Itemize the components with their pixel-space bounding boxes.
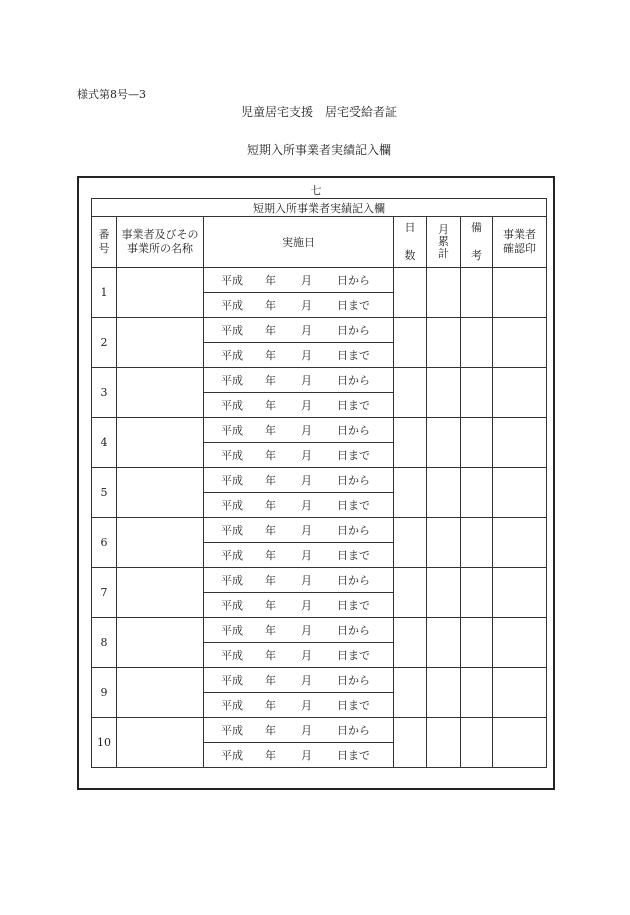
header-confirmation: 事業者 確認印 (493, 217, 547, 268)
provider-name-cell[interactable] (117, 418, 204, 468)
day-label: 日から (337, 324, 370, 337)
day-label: 日から (337, 274, 370, 287)
era-label: 平成 (221, 599, 243, 612)
era-label: 平成 (221, 274, 243, 287)
year-label: 年 (265, 374, 276, 387)
days-cell[interactable] (394, 668, 427, 718)
date-to-cell[interactable] (204, 693, 394, 718)
days-cell[interactable] (394, 618, 427, 668)
day-label: 日から (337, 524, 370, 537)
days-cell[interactable] (394, 568, 427, 618)
header-days: 日 数 (394, 217, 427, 268)
row-number: 3 (92, 368, 117, 418)
month-label: 月 (301, 574, 312, 587)
monthly-total-cell[interactable] (427, 518, 461, 568)
day-label: 日まで (337, 599, 370, 612)
date-from-cell[interactable] (204, 668, 394, 693)
monthly-total-cell[interactable] (427, 618, 461, 668)
date-to-cell[interactable] (204, 543, 394, 568)
date-from-cell[interactable] (204, 718, 394, 743)
confirmation-seal-cell[interactable] (493, 668, 547, 718)
year-label: 年 (265, 324, 276, 337)
era-label: 平成 (221, 474, 243, 487)
confirmation-seal-cell[interactable] (493, 568, 547, 618)
month-label: 月 (301, 449, 312, 462)
provider-name-cell[interactable] (117, 518, 204, 568)
day-label: 日まで (337, 749, 370, 762)
monthly-total-cell[interactable] (427, 568, 461, 618)
year-label: 年 (265, 299, 276, 312)
row-number: 2 (92, 318, 117, 368)
era-label: 平成 (221, 424, 243, 437)
day-label: 日から (337, 374, 370, 387)
era-label: 平成 (221, 349, 243, 362)
month-label: 月 (301, 299, 312, 312)
date-to-cell[interactable] (204, 743, 394, 768)
day-label: 日まで (337, 549, 370, 562)
row-number: 1 (92, 268, 117, 318)
table-row (92, 418, 547, 443)
day-label: 日まで (337, 449, 370, 462)
row-number: 10 (92, 718, 117, 768)
month-label: 月 (301, 674, 312, 687)
month-label: 月 (301, 749, 312, 762)
row-number: 6 (92, 518, 117, 568)
year-label: 年 (265, 399, 276, 412)
table-row (92, 718, 547, 743)
day-label: 日から (337, 724, 370, 737)
day-label: 日まで (337, 299, 370, 312)
era-label: 平成 (221, 449, 243, 462)
record-table (91, 198, 547, 768)
month-label: 月 (301, 624, 312, 637)
remarks-cell[interactable] (461, 468, 493, 518)
provider-name-cell[interactable] (117, 718, 204, 768)
year-label: 年 (265, 749, 276, 762)
era-label: 平成 (221, 699, 243, 712)
days-cell[interactable] (394, 318, 427, 368)
form-code: 様式第8号—3 (77, 88, 146, 101)
day-label: 日から (337, 574, 370, 587)
provider-name-cell[interactable] (117, 468, 204, 518)
provider-name-cell[interactable] (117, 368, 204, 418)
confirmation-seal-cell[interactable] (493, 318, 547, 368)
day-label: 日から (337, 474, 370, 487)
era-label: 平成 (221, 724, 243, 737)
year-label: 年 (265, 599, 276, 612)
days-cell[interactable] (394, 518, 427, 568)
year-label: 年 (265, 574, 276, 587)
day-label: 日まで (337, 399, 370, 412)
year-label: 年 (265, 449, 276, 462)
date-to-cell[interactable] (204, 643, 394, 668)
row-number: 4 (92, 418, 117, 468)
era-label: 平成 (221, 649, 243, 662)
month-label: 月 (301, 274, 312, 287)
year-label: 年 (265, 699, 276, 712)
year-label: 年 (265, 349, 276, 362)
confirmation-seal-cell[interactable] (493, 468, 547, 518)
remarks-cell[interactable] (461, 368, 493, 418)
confirmation-seal-cell[interactable] (493, 518, 547, 568)
month-label: 月 (301, 699, 312, 712)
date-to-cell[interactable] (204, 343, 394, 368)
month-label: 月 (301, 649, 312, 662)
month-label: 月 (301, 499, 312, 512)
remarks-cell[interactable] (461, 718, 493, 768)
date-to-cell[interactable] (204, 443, 394, 468)
provider-name-cell[interactable] (117, 268, 204, 318)
date-to-cell[interactable] (204, 293, 394, 318)
era-label: 平成 (221, 749, 243, 762)
remarks-cell[interactable] (461, 568, 493, 618)
date-from-cell[interactable] (204, 418, 394, 443)
date-from-cell[interactable] (204, 518, 394, 543)
date-to-cell[interactable] (204, 393, 394, 418)
frame-number: 七 (310, 184, 322, 197)
month-label: 月 (301, 424, 312, 437)
year-label: 年 (265, 524, 276, 537)
date-from-cell[interactable] (204, 268, 394, 293)
monthly-total-cell[interactable] (427, 718, 461, 768)
table-row (92, 368, 547, 393)
table-row (92, 618, 547, 643)
table-row (92, 668, 547, 693)
date-to-cell[interactable] (204, 593, 394, 618)
month-label: 月 (301, 549, 312, 562)
year-label: 年 (265, 724, 276, 737)
year-label: 年 (265, 499, 276, 512)
year-label: 年 (265, 274, 276, 287)
month-label: 月 (301, 599, 312, 612)
era-label: 平成 (221, 574, 243, 587)
month-label: 月 (301, 399, 312, 412)
confirmation-seal-cell[interactable] (493, 368, 547, 418)
confirmation-seal-cell[interactable] (493, 718, 547, 768)
remarks-cell[interactable] (461, 668, 493, 718)
record-frame (77, 176, 555, 790)
days-cell[interactable] (394, 468, 427, 518)
year-label: 年 (265, 649, 276, 662)
table-row (92, 468, 547, 493)
day-label: 日から (337, 624, 370, 637)
remarks-cell[interactable] (461, 518, 493, 568)
date-from-cell[interactable] (204, 318, 394, 343)
era-label: 平成 (221, 374, 243, 387)
table-row (92, 318, 547, 343)
era-label: 平成 (221, 549, 243, 562)
era-label: 平成 (221, 399, 243, 412)
table-row (92, 268, 547, 293)
section-title: 短期入所事業者実績記入欄 (246, 143, 391, 157)
provider-name-cell[interactable] (117, 318, 204, 368)
provider-name-cell[interactable] (117, 618, 204, 668)
monthly-total-cell[interactable] (427, 318, 461, 368)
year-label: 年 (265, 424, 276, 437)
remarks-cell[interactable] (461, 268, 493, 318)
date-from-cell[interactable] (204, 618, 394, 643)
year-label: 年 (265, 674, 276, 687)
header-date: 実施日 (204, 217, 394, 268)
document-title: 児童居宅支援 居宅受給者証 (240, 105, 397, 119)
month-label: 月 (301, 724, 312, 737)
era-label: 平成 (221, 524, 243, 537)
date-to-cell[interactable] (204, 493, 394, 518)
row-number: 9 (92, 668, 117, 718)
monthly-total-cell[interactable] (427, 268, 461, 318)
date-from-cell[interactable] (204, 468, 394, 493)
row-number: 5 (92, 468, 117, 518)
confirmation-seal-cell[interactable] (493, 268, 547, 318)
month-label: 月 (301, 374, 312, 387)
day-label: 日から (337, 674, 370, 687)
days-cell[interactable] (394, 418, 427, 468)
days-cell[interactable] (394, 718, 427, 768)
monthly-total-cell[interactable] (427, 368, 461, 418)
era-label: 平成 (221, 674, 243, 687)
day-label: 日まで (337, 499, 370, 512)
year-label: 年 (265, 624, 276, 637)
remarks-cell[interactable] (461, 318, 493, 368)
row-number: 8 (92, 618, 117, 668)
date-from-cell[interactable] (204, 368, 394, 393)
confirmation-seal-cell[interactable] (493, 418, 547, 468)
day-label: 日まで (337, 699, 370, 712)
header-provider: 事業者及びその 事業所の名称 (117, 217, 204, 268)
date-from-cell[interactable] (204, 568, 394, 593)
month-label: 月 (301, 474, 312, 487)
days-cell[interactable] (394, 268, 427, 318)
header-remarks: 備 考 (461, 217, 493, 268)
monthly-total-cell[interactable] (427, 468, 461, 518)
day-label: 日まで (337, 649, 370, 662)
monthly-total-cell[interactable] (427, 668, 461, 718)
provider-name-cell[interactable] (117, 568, 204, 618)
month-label: 月 (301, 324, 312, 337)
day-label: 日まで (337, 349, 370, 362)
era-label: 平成 (221, 324, 243, 337)
table-row (92, 518, 547, 543)
month-label: 月 (301, 524, 312, 537)
row-number: 7 (92, 568, 117, 618)
monthly-total-cell[interactable] (427, 418, 461, 468)
days-cell[interactable] (394, 368, 427, 418)
month-label: 月 (301, 349, 312, 362)
era-label: 平成 (221, 299, 243, 312)
remarks-cell[interactable] (461, 618, 493, 668)
era-label: 平成 (221, 499, 243, 512)
table-caption: 短期入所事業者実績記入欄 (92, 199, 547, 217)
year-label: 年 (265, 474, 276, 487)
header-row (92, 217, 547, 268)
day-label: 日から (337, 424, 370, 437)
remarks-cell[interactable] (461, 418, 493, 468)
table-row (92, 568, 547, 593)
header-monthly-total: 月 累 計 (427, 217, 461, 268)
provider-name-cell[interactable] (117, 668, 204, 718)
year-label: 年 (265, 549, 276, 562)
era-label: 平成 (221, 624, 243, 637)
header-number: 番 号 (92, 217, 117, 268)
confirmation-seal-cell[interactable] (493, 618, 547, 668)
